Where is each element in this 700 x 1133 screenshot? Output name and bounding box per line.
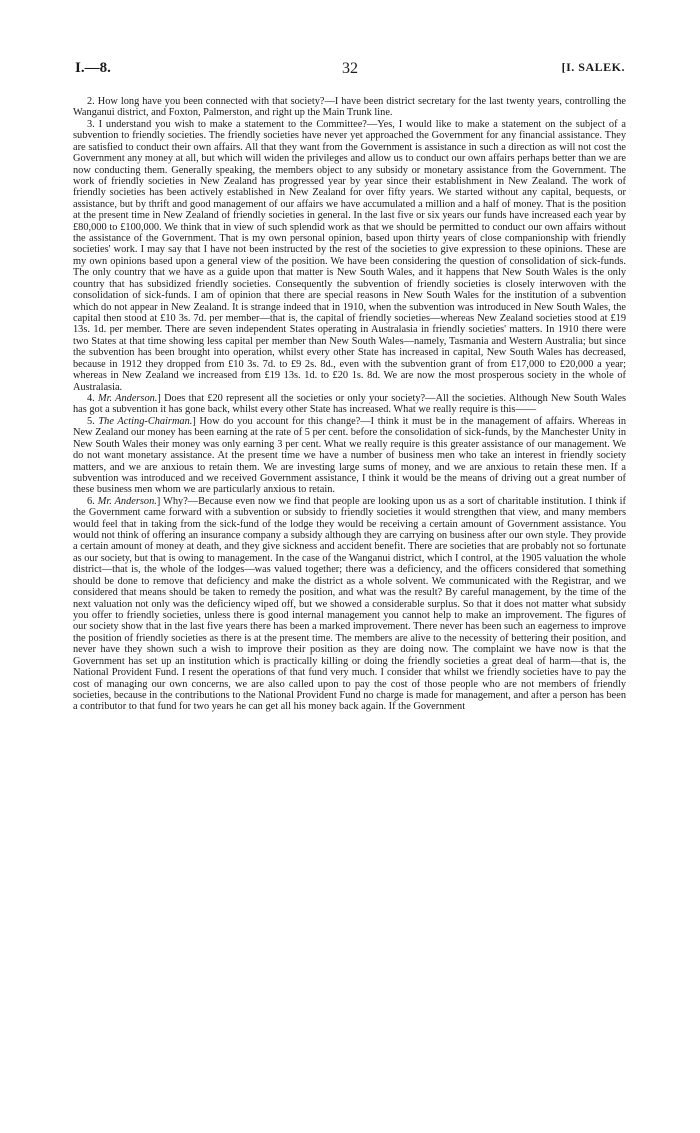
paragraph [73,96,626,119]
paragraph-text: 3. I understand you wish to make a statement to the Committee?—Yes, I would like to make a statement on the subject of a subvention to friendly societies. The friendly societies have never yet approached the Government for any financial assistance. They are satisfied to conduct their own affairs. All that they want from the Government is assistance in such a direction as will not cost the Government any money at all, but which will widen the privileges and allow us to conduct our own affairs perhaps better than we are now conducting them. Generally speaking, the members object to any subsidy or monetary assistance from the Government. The work of friendly societies in New Zealand has progressed year by year since their establishment in New Zealand. The work of friendly societies has been actively established in New Zealand for over fifty years. We started without any capital, bequests, or assistance, but by thrift and good management of our affairs we have accumulated a million and a half of money. That is the position at the present time in New Zealand of friendly societies in general. In the last five or six years our funds have increased each year by £80,000 to £100,000. We think that in view of such splendid work as that we should be permitted to conduct our own affairs without the assistance of the Government. That is my own personal opinion, based upon thirty years of close companionship with friendly societies' work. I may say that I have not been instructed by the rest of the societies to give expression to these opinions. These are my own opinions based upon a general view of the position. We have been considering the question of consolidation of sick-funds. The only country that we have as a guide upon that matter is New South Wales, and it happens that New South Wales is the only country that has subsidized friendly societies. Consequently the subvention of friendly societies is closely interwoven with the consolidation of sick-funds. I am of opinion that there are special reasons in New South Wales for the institution of a subvention which do not appear in New Zealand. It is strange indeed that in 1910, when the subvention was introduced in New South Wales, the capital then stood at £10 3s. 7d. per member—that is, the capital of friendly societies—whereas New Zealand societies stood at £19 13s. 1d. per member. There are seven independent States operating in Australasia in friendly societies' matters. In 1910 there were two States at that time showing less capital per member than New South Wales—namely, Tasmania and Western Australia; but since the subvention has been brought into operation, whilst every other State has increased in capital, New South Wales has decreased, because in 1912 they dropped from £10 3s. 7d. to £9 2s. 8d., even with the subvention grant of from £17,000 to £20,000 a year; whereas in New Zealand we increased from £19 13s. 1d. to £20 1s. 8d. We are now the most prosperous society in the whole of Australasia. [73,118,626,393]
paragraph-text: ] How do you account for this change?—I think it must be in the management of affairs. Whereas in New Zealand our money has been earning at the rate of 5 per cent. before the consolidation of sick-funds, by the Manchester Unity in New South Wales their money was only earning 3 per cent. What we really require is this greater assistance of our management. We do not want monetary assistance. At the present time we have a number of business men who take an interest in friendly society matters, and we are anxious to retain them. We are investing large sums of money, and we are anxious to retain these men. If a subvention was introduced and we received Government assistance, I think it would be the means of driving out a great number of these business men whom we are particularly anxious to retain. [73,415,627,496]
speaker-name: The Acting-Chairman. [98,415,193,427]
paragraph [73,416,626,496]
document-body [73,96,626,713]
paper-reference: I.—8. [75,60,111,76]
paragraph-text: ] Why?—Because even now we find that people are looking upon us as a sort of charitable institution. I think if the Government came forward with a subvention or subsidy to friendly societies it would strengthen that view, and many members would feel that in taking from the sick-fund of the lodge they would be receiving a certain amount of Government assistance. You would not think of offering an insurance company a subsidy although they are carrying on business after our own style. They provide a certain amount of money at death, and they give sickness and accident benefit. There are societies that are probably not so fortunate as our society, but that is owing to management. In the case of the Wanganui district, which I control, at the 1905 valuation the whole district—that is, the whole of the lodges—was valued together; there was a deficiency, and the officers considered that something should be done to remove that deficiency and make the district as a whole solvent. We communicated with the Registrar, and we considered that means should be taken to remedy the position, and what was the result? By careful management, by the time of the next valuation not only was the deficiency wiped off, but we showed a considerable surplus. So that it does not matter what subsidy you offer to friendly societies, unless there is good internal management you cannot help to make an improvement. The figures of our society show that in the last five years there has been a marked improvement. There never has been such an eagerness to improve the position of friendly societies as there is at the present time. The members are alive to the necessity of bettering their position, and never have they shown such a wish to improve their position as they are doing now. The complaint we have now is that the Government has set up an institution which is practically killing or doing the friendly societies a great deal of harm—that is, the National Provident Fund. I resent the operations of that fund very much. I consider that whilst we friendly societies have to pay the cost of managing our own concerns, we are also called upon to pay the cost of those people who are not members of friendly societies, because in the contributions to the National Provident Fund no charge is made for management, and after a person has been a contributor to that fund for two years he can get all his money back again. If the Government [73,495,626,713]
question-number: 4. [87,392,95,404]
question-number: 5. [87,415,95,427]
paragraph [73,119,626,393]
paragraph-text: ] Does that £20 represent all the societies or only your society?—All the societies. Although New South Wales has got a subvention it has gone back, whilst every other State has increased. What we really require is this—— [73,392,626,416]
paragraph-text: 2. How long have you been connected with that society?—I have been district secretary for the last twenty years, controlling the Wanganui district, and Foxton, Palmerston, and right up the Main Trunk line. [73,96,626,119]
question-number: 6. [87,495,95,507]
page-header [75,60,625,82]
paragraph [73,496,626,713]
speaker-name: Mr. Anderson. [97,495,157,507]
paragraph [73,393,626,416]
page-number: 32 [342,60,358,77]
witness-name: [I. SALEK. [561,60,625,74]
speaker-name: Mr. Anderson. [98,392,158,404]
